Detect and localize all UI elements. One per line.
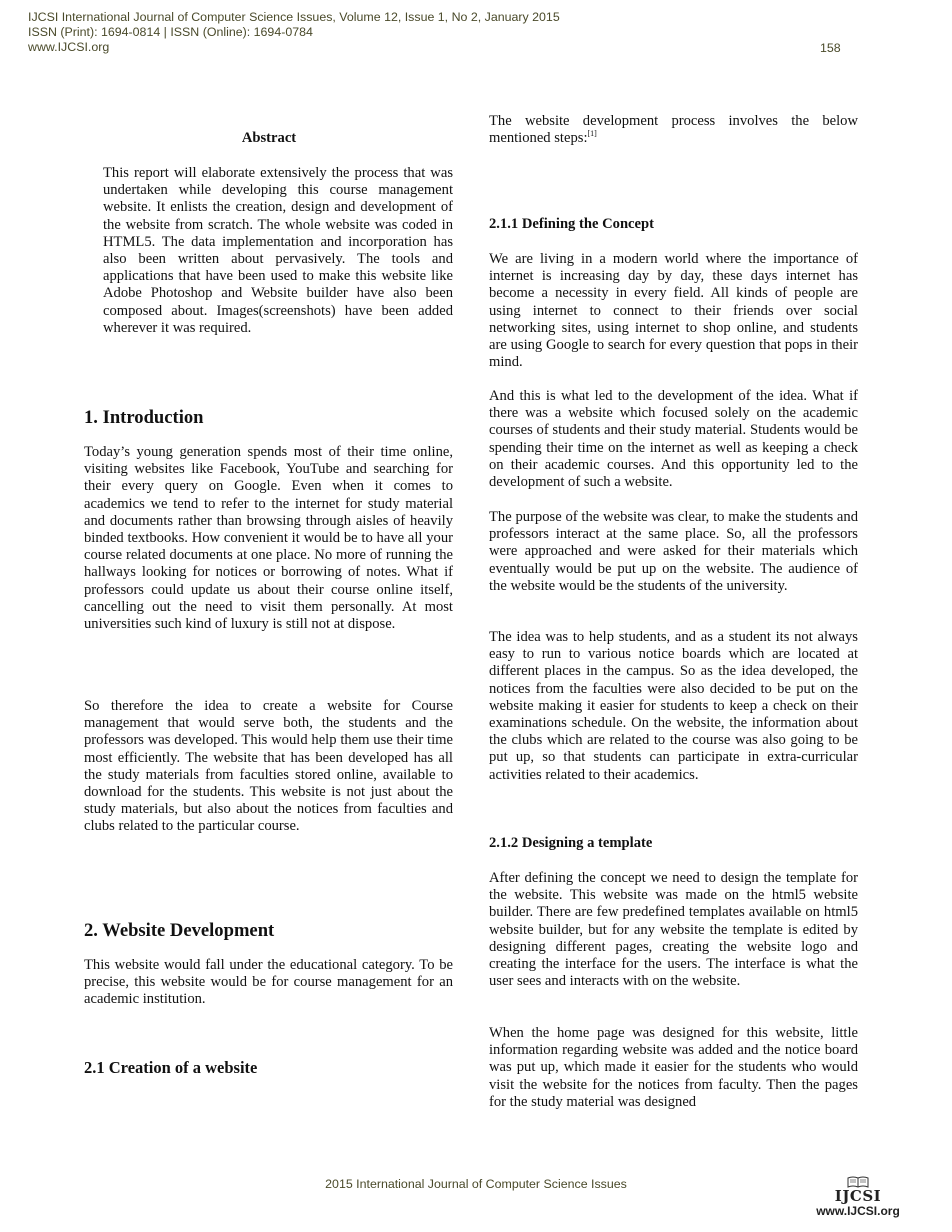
concept-paragraph-1: We are living in a modern world where the importance of internet is increasing day by day, these days internet has become a necessity in every field. All kinds of people are using internet to connect to their friends over social networking sites, using internet to shop online, and students are using Google to search for every question that pops in their mind. [489, 251, 858, 371]
logo-url: www.IJCSI.org [816, 1204, 900, 1218]
footer-text: 2015 International Journal of Computer Science Issues [325, 1177, 627, 1191]
page-number: 158 [820, 41, 841, 55]
steps-paragraph [489, 113, 858, 147]
journal-title-line: IJCSI International Journal of Computer Science Issues, Volume 12, Issue 1, No 2, January 2015 [28, 10, 560, 24]
concept-paragraph-2: And this is what led to the development of the idea. What if there was a website which focused solely on the academic courses of students and their study material. Students would be spending their time on the internet as well as keeping a check on their academic courses. And this opportunity led to the development of such a website. [489, 388, 858, 491]
concept-paragraph-3: The purpose of the website was clear, to make the students and professors interact at the same place. So, all the professors were approached and were asked for their materials which eventually would be put up on the website. The audience of the website would be the students of the university. [489, 509, 858, 594]
website-dev-heading: 2. Website Development [84, 920, 275, 941]
abstract-title: Abstract [241, 130, 297, 146]
ijcsi-logo[interactable] [808, 1176, 908, 1218]
abstract-body: This report will elaborate extensively the process that was undertaken while developing this course management website. It enlists the creation, design and development of the website from scratch. The whole website was coded in HTML5. The data implementation and incorporation has also been written about pervasively. The tools and applications that have been used to make this website like Adobe Photoshop and Website builder have also been composed about. Images(screenshots) have been added wherever it was required. [103, 165, 453, 336]
creation-subheading: 2.1 Creation of a website [84, 1058, 258, 1077]
steps-text: The website development process involves the below mentioned steps: [489, 113, 858, 147]
intro-heading: 1. Introduction [84, 407, 204, 428]
template-paragraph-1: After defining the concept we need to design the template for the website. This website was made on the html5 website builder. There are few predefined templates available on html5 website builder, but for any website the template is edited by designing different pages, creating the website logo and creating the interface for the users. The interface is what the user sees and interacts with on the website. [489, 870, 858, 990]
concept-subheading: 2.1.1 Defining the Concept [489, 216, 654, 232]
issn-line: ISSN (Print): 1694-0814 | ISSN (Online): 1694-0784 [28, 25, 313, 39]
website-dev-paragraph: This website would fall under the educational category. To be precise, this website would be for course management for an academic institution. [84, 957, 453, 1008]
logo-title: IJCSI [834, 1187, 882, 1205]
template-paragraph-2: When the home page was designed for this website, little information regarding website was added and the notice board was put up, which made it easier for the students who would visit the website for the notices from faculty. Then the pages for the study material was designed [489, 1025, 858, 1110]
intro-paragraph-2: So therefore the idea to create a website for Course management that would serve both, the students and the professors was developed. This would help them use their time most efficiently. The website that has been developed has all the study materials from faculties stored online, available to download for the students. This website is not just about the study materials, but also about the notices from faculties and clubs related to the particular course. [84, 698, 453, 835]
intro-paragraph-1: Today’s young generation spends most of their time online, visiting websites like Facebook, YouTube and searching for their every query on Google. Even when it comes to academics we tend to refer to the internet for study material and documents rather than browsing through aisles of heavily binded textbooks. How convenient it would be to have all your course related documents at one place. No more of running the hallways looking for notices or borrowing of notes. What if professors could update us about their course online itself, cancelling out the need to visit them personally. At most universities such kind of luxury is still not at dispose. [84, 444, 453, 633]
journal-url[interactable]: www.IJCSI.org [28, 40, 110, 54]
journal-header [28, 10, 560, 55]
steps-reference[interactable]: [1] [587, 129, 597, 139]
template-subheading: 2.1.2 Designing a template [489, 835, 653, 851]
concept-paragraph-4: The idea was to help students, and as a student its not always easy to run to various notice boards which are located at different places in the campus. So as the idea developed, the notices from the faculties were also decided to be put on the website making it easier for students to keep a check on their examinations schedule. On the website, the information about the clubs which are related to the course was also going to be put up, so that students can participate in extra-curricular activities related to their academics. [489, 629, 858, 783]
